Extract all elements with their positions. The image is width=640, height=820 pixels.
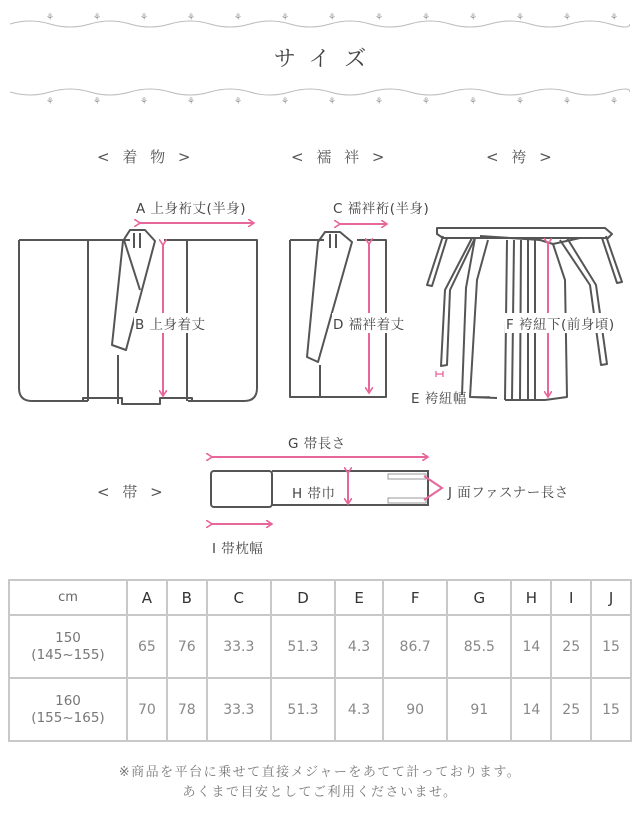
col-header: I bbox=[551, 580, 591, 615]
svg-text:⚘: ⚘ bbox=[186, 13, 196, 23]
svg-text:⚘: ⚘ bbox=[280, 97, 290, 106]
section-label-kimono: < 着 物 > bbox=[97, 148, 195, 166]
svg-text:⚘: ⚘ bbox=[562, 13, 572, 23]
table-cell: 14 bbox=[511, 678, 551, 741]
section-label-obi: < 帯 > bbox=[97, 483, 167, 501]
svg-text:⚘: ⚘ bbox=[421, 13, 431, 23]
label-E: E 袴紐幅 bbox=[411, 391, 467, 407]
row-size-label bbox=[9, 615, 127, 678]
svg-text:⚘: ⚘ bbox=[45, 97, 55, 106]
table-cell: 4.3 bbox=[335, 678, 383, 741]
col-header: F bbox=[383, 580, 447, 615]
svg-text:⚘: ⚘ bbox=[562, 97, 572, 106]
size-value: 160 bbox=[55, 692, 81, 709]
table-cell: 33.3 bbox=[207, 615, 271, 678]
svg-text:⚘: ⚘ bbox=[515, 13, 525, 23]
label-J: J 面ファスナー長さ bbox=[448, 485, 569, 501]
arrow-E bbox=[436, 371, 443, 377]
unit-header: cm bbox=[9, 580, 127, 615]
svg-text:⚘: ⚘ bbox=[468, 13, 478, 23]
col-header: H bbox=[511, 580, 551, 615]
label-H: H 帯巾 bbox=[292, 486, 336, 502]
svg-text:⚘: ⚘ bbox=[609, 97, 619, 106]
size-range: (155~165) bbox=[31, 709, 105, 726]
label-G: G 帯長さ bbox=[288, 436, 346, 452]
label-D: D 襦袢着丈 bbox=[332, 313, 406, 333]
svg-text:⚘: ⚘ bbox=[45, 13, 55, 23]
label-I: I 帯枕幅 bbox=[212, 541, 264, 557]
table-cell: 25 bbox=[551, 615, 591, 678]
size-range: (145~155) bbox=[31, 646, 105, 663]
col-header: J bbox=[591, 580, 631, 615]
svg-text:⚘: ⚘ bbox=[327, 97, 337, 106]
table-cell: 14 bbox=[511, 615, 551, 678]
table-cell: 15 bbox=[591, 615, 631, 678]
size-value: 150 bbox=[55, 629, 81, 646]
table-cell: 70 bbox=[127, 678, 167, 741]
table-row bbox=[9, 615, 631, 678]
note-line-2: あくまで目安としてご利用くださいませ。 bbox=[182, 785, 458, 800]
svg-text:⚘: ⚘ bbox=[374, 13, 384, 23]
svg-text:⚘: ⚘ bbox=[327, 13, 337, 23]
table-cell: 51.3 bbox=[271, 615, 335, 678]
section-label-hakama: < 袴 > bbox=[486, 148, 556, 166]
table-cell: 33.3 bbox=[207, 678, 271, 741]
table-cell: 76 bbox=[167, 615, 207, 678]
col-header: E bbox=[335, 580, 383, 615]
page-title: サイズ bbox=[273, 47, 381, 72]
svg-text:⚘: ⚘ bbox=[233, 13, 243, 23]
col-header: A bbox=[127, 580, 167, 615]
table-cell: 85.5 bbox=[447, 615, 511, 678]
label-A: A 上身裄丈(半身) bbox=[136, 201, 247, 217]
svg-text:⚘: ⚘ bbox=[92, 13, 102, 23]
table-header-row bbox=[9, 580, 631, 615]
label-F: F 袴紐下(前身頃) bbox=[505, 313, 616, 333]
section-label-juban: < 襦 袢 > bbox=[291, 148, 389, 166]
col-header: G bbox=[447, 580, 511, 615]
table-cell: 86.7 bbox=[383, 615, 447, 678]
label-C: C 襦袢裄(半身) bbox=[333, 201, 430, 217]
col-header: D bbox=[271, 580, 335, 615]
label-B: B 上身着丈 bbox=[134, 313, 207, 333]
svg-text:⚘: ⚘ bbox=[92, 97, 102, 106]
velcro-strips bbox=[388, 474, 426, 503]
svg-text:⚘: ⚘ bbox=[374, 97, 384, 106]
row-size-label bbox=[9, 678, 127, 741]
table-cell: 78 bbox=[167, 678, 207, 741]
table-cell: 90 bbox=[383, 678, 447, 741]
table-cell: 15 bbox=[591, 678, 631, 741]
svg-text:⚘: ⚘ bbox=[468, 97, 478, 106]
svg-text:⚘: ⚘ bbox=[139, 13, 149, 23]
col-header: C bbox=[207, 580, 271, 615]
svg-text:⚘: ⚘ bbox=[515, 97, 525, 106]
table-cell: 91 bbox=[447, 678, 511, 741]
svg-text:⚘: ⚘ bbox=[609, 13, 619, 23]
table-cell: 4.3 bbox=[335, 615, 383, 678]
svg-text:⚘: ⚘ bbox=[186, 97, 196, 106]
note-line-1: ※商品を平台に乗せて直接メジャーをあてて計っております。 bbox=[118, 765, 522, 780]
col-header: B bbox=[167, 580, 207, 615]
svg-text:⚘: ⚘ bbox=[139, 97, 149, 106]
svg-text:⚘: ⚘ bbox=[280, 13, 290, 23]
table-cell: 65 bbox=[127, 615, 167, 678]
table-cell: 51.3 bbox=[271, 678, 335, 741]
size-table bbox=[8, 579, 632, 742]
svg-text:⚘: ⚘ bbox=[233, 97, 243, 106]
arrow-J bbox=[424, 476, 442, 500]
svg-text:⚘: ⚘ bbox=[421, 97, 431, 106]
table-cell: 25 bbox=[551, 678, 591, 741]
table-row bbox=[9, 678, 631, 741]
measurement-note bbox=[0, 763, 640, 803]
